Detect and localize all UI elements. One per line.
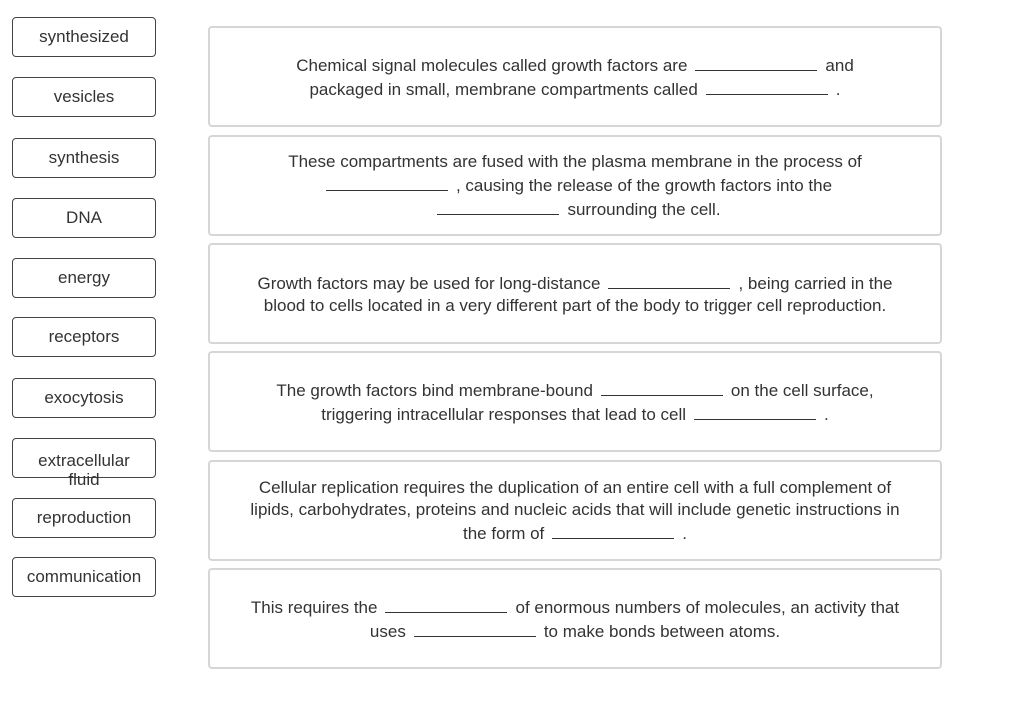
answer-chip-label: receptors [48, 327, 120, 346]
answer-chip-vesicles[interactable] [12, 77, 156, 117]
statement-text-part: Chemical signal molecules called growth factors are [296, 55, 688, 75]
answer-chip-energy[interactable] [12, 258, 156, 298]
statement-box-2 [208, 135, 942, 236]
statement-box-4 [208, 351, 942, 452]
answer-chip-synthesized[interactable] [12, 17, 156, 57]
drop-blank[interactable] [326, 173, 448, 191]
statement-text-part: surrounding the cell. [567, 199, 721, 219]
answer-chip-label: exocytosis [44, 388, 124, 407]
drop-blank[interactable] [694, 402, 816, 420]
answer-chip-label: reproduction [36, 508, 132, 527]
statement-text-part: , being carried in the blood to cells located in a very different part of the body to trigger cell reproduction. [263, 273, 893, 315]
statement-text-part: , causing the release of the growth factors into the [455, 175, 833, 195]
drop-blank[interactable] [385, 595, 507, 613]
drop-blank[interactable] [608, 271, 730, 289]
statement-box-5 [208, 460, 942, 561]
statement-box-1 [208, 26, 942, 127]
answer-chip-label: synthesis [48, 148, 120, 167]
statement-box-3 [208, 243, 942, 344]
statement-text-part: . [682, 523, 687, 543]
answer-chip-exocytosis[interactable] [12, 378, 156, 418]
answer-chip-extracellular-fluid[interactable] [12, 438, 156, 489]
statement-text [250, 151, 900, 221]
statement-text-part: The growth factors bind membrane-bound [276, 380, 593, 400]
answer-chip-label: energy [58, 268, 110, 287]
answer-chip-label: vesicles [53, 87, 115, 106]
drop-blank[interactable] [552, 521, 674, 539]
drop-blank[interactable] [706, 77, 828, 95]
answer-chip-receptors[interactable] [12, 317, 156, 357]
drop-blank[interactable] [437, 197, 559, 215]
drop-blank[interactable] [695, 53, 817, 71]
statement-text-part: These compartments are fused with the plasma membrane in the process of [288, 151, 862, 171]
answer-chip-label: DNA [66, 208, 102, 227]
statement-text-part: Growth factors may be used for long-distance [257, 273, 601, 293]
answer-chip-communication[interactable] [12, 557, 156, 597]
statement-text-part: to make bonds between atoms. [543, 621, 781, 641]
answer-chip-label: extracellular fluid [38, 451, 130, 489]
statement-text [250, 378, 900, 426]
statement-text-part: of enormous numbers of molecules, an activity that uses [369, 597, 900, 641]
drop-blank[interactable] [601, 378, 723, 396]
answer-chip-synthesis[interactable] [12, 138, 156, 178]
statement-box-6 [208, 568, 942, 669]
statement-text [270, 53, 880, 101]
answer-chip-label: communication [26, 567, 142, 586]
statement-text [250, 477, 900, 545]
statement-text-part: This requires the [250, 597, 378, 617]
statement-text-part: on the cell surface, triggering intracellular responses that lead to cell [321, 380, 874, 424]
statement-text-part: and packaged in small, membrane compartments called [309, 55, 854, 99]
statement-text-part: Cellular replication requires the duplication of an entire cell with a full complement of lipids, carbohydrates, proteins and nucleic acids that will include genetic instructions in the form of [250, 477, 900, 543]
statement-text [250, 271, 900, 317]
answer-chip-dna[interactable] [12, 198, 156, 238]
statement-text [240, 595, 910, 643]
statement-text-part: . [835, 79, 841, 99]
answer-chip-reproduction[interactable] [12, 498, 156, 538]
answer-chip-label: synthesized [39, 27, 129, 46]
statement-text-part: . [824, 404, 829, 424]
drop-blank[interactable] [414, 619, 536, 637]
